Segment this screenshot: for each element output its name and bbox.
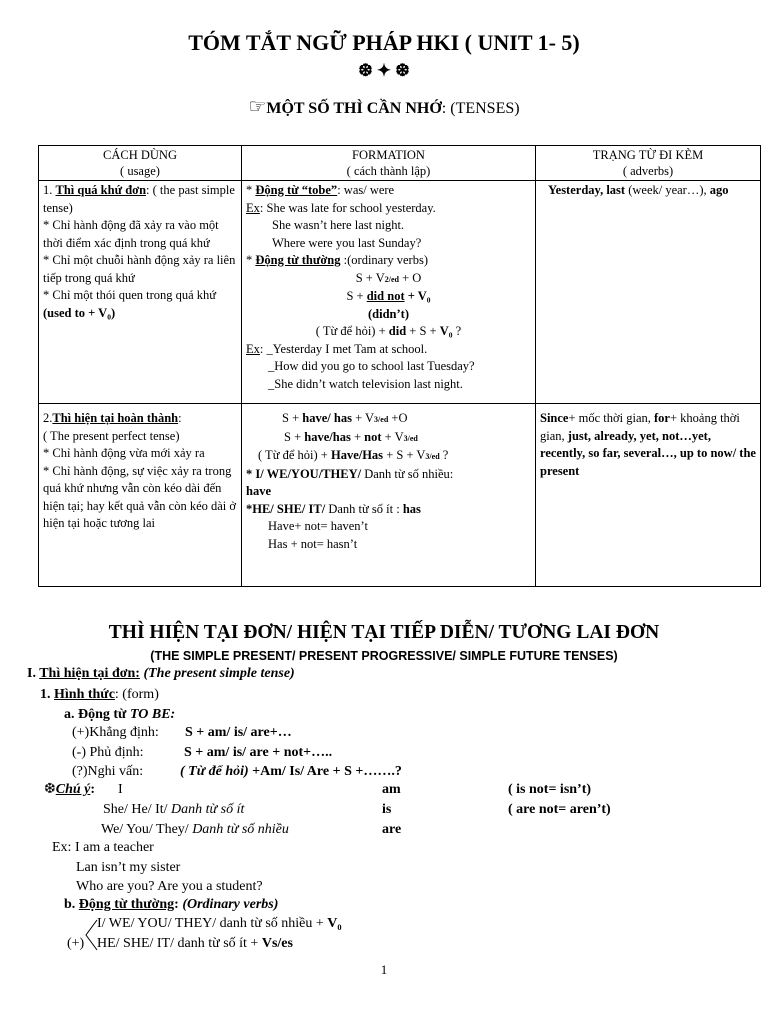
header-adverbs: TRẠNG TỪ ĐI KÈM ( adverbs) [536, 146, 761, 181]
section-present-heading: THÌ HIỆN TẠI ĐƠN/ HIỆN TẠI TIẾP DIỄN/ TƯƠNG LAI ĐƠN [108, 622, 660, 643]
header-usage: CÁCH DÙNG ( usage) [39, 146, 242, 181]
bracket-icon [84, 918, 98, 952]
question-formula: ( Từ để hỏi) +Am/ Is/ Are + S +…….? [180, 764, 402, 779]
present-perfect-usage: 2.Thì hiện tại hoàn thành: ( The present perfect tense) * Chỉ hành động vừa mới xảy ra * Chỉ hành động, sự việc xảy ra trong quá khứ nhưng vẫn còn kéo dài đến hiện tại; hay kết quả vẫn còn kéo dài ở hiện tại hoặc tương lai [39, 404, 242, 587]
note-are-not: ( are not= aren’t) [508, 802, 611, 817]
note-subject-singular: She/ He/ It/ Danh từ số ít [103, 802, 245, 817]
present-perfect-formation: S + have/ has + V3/ed +O S + have/has + not + V3/ed ( Từ để hỏi) + Have/Has + S + V3/ed ? * I/ WE/YOU/THEY/ Danh từ số nhiều: have *HE/ SHE/ IT/ Danh từ số ít : has Have+ not= haven’t Has + not= hasn’t [242, 404, 536, 587]
question-label: (?)Nghi vấn: [72, 764, 144, 779]
tenses-table [38, 145, 761, 587]
part1-heading: I. Thì hiện tại đơn: (The present simple tense) [27, 666, 295, 681]
header-formation: FORMATION ( cách thành lập) [242, 146, 536, 181]
past-simple-usage: 1. Thì quá khứ đơn: ( the past simple tense) * Chỉ hành động đã xảy ra vào một thời điểm xác định trong quá khứ * Chỉ một chuỗi hành động xảy ra liên tiếp trong quá khứ * Chỉ một thói quen trong quá khứ (used to + V₀) [39, 181, 242, 404]
table-row [39, 181, 761, 404]
ordinary-singular-rule: HE/ SHE/ IT/ danh từ số ít + Vs/es [97, 936, 293, 951]
note-verb-is: is [382, 802, 392, 817]
note-is-not: ( is not= isn’t) [508, 782, 592, 797]
note-verb-am: am [382, 782, 401, 797]
note-verb-are: are [382, 822, 402, 837]
positive-label: (+)Khẳng định: [72, 725, 159, 740]
snowflake-icon: ❆ [44, 782, 56, 797]
example-line: Ex: I am a teacher [52, 840, 154, 855]
section-present-subtitle: (THE SIMPLE PRESENT/ PRESENT PROGRESSIVE/ SIMPLE FUTURE TENSES) [150, 649, 618, 663]
present-perfect-adverbs: Since+ mốc thời gian, for+ khoảng thời gian, just, already, yet, not…yet, recently, so far, several…, up to now/ the present [536, 404, 761, 587]
positive-formula: S + am/ is/ are+… [185, 725, 292, 740]
page-number: 1 [380, 962, 388, 977]
note-subject-plural: We/ You/ They/ Danh từ số nhiều [101, 822, 289, 837]
note-subject-i: I [118, 782, 123, 797]
to-be-heading: a. Động từ TO BE: [64, 707, 176, 722]
example-line: Lan isn’t my sister [76, 860, 181, 875]
table-header-row [39, 146, 761, 181]
note-heading: ❆Chú ý: [44, 782, 96, 797]
negative-formula: S + am/ is/ are + not+….. [184, 745, 333, 760]
pointing-hand-icon: ☞ [248, 96, 267, 118]
negative-label: (-) Phủ định: [72, 745, 144, 760]
ordinary-plural-rule: I/ WE/ YOU/ THEY/ danh từ số nhiều + V₀ [97, 916, 342, 931]
ordinary-sign: (+) [67, 936, 85, 951]
document-title: TÓM TẮT NGỮ PHÁP HKI ( UNIT 1- 5) [188, 30, 580, 55]
example-line: Who are you? Are you a student? [76, 879, 263, 894]
past-simple-adverbs: Yesterday, last (week/ year…), ago [536, 181, 761, 404]
section-tenses-heading: ☞MỘT SỐ THÌ CẦN NHỚ: (TENSES) [248, 96, 520, 118]
ordinary-verbs-heading: b. Động từ thường: (Ordinary verbs) [64, 897, 279, 912]
past-simple-formation: * Động từ “tobe”: was/ were Ex: She was late for school yesterday. She wasn’t here last night. Where were you last Sunday? * Động từ thường :(ordinary verbs) S + V2/ed + O S + did not + V₀ (didn’t) ( Từ để hỏi) + did + S + V₀ ? Ex: _Yesterday I met Tam at school. _How did you go to school last Tuesday? _She didn’t watch television last night. [242, 181, 536, 404]
ornament-icon: ❆ ✦ ❆ [358, 61, 410, 80]
table-row [39, 404, 761, 587]
form-heading: 1. Hình thức: (form) [40, 687, 159, 702]
